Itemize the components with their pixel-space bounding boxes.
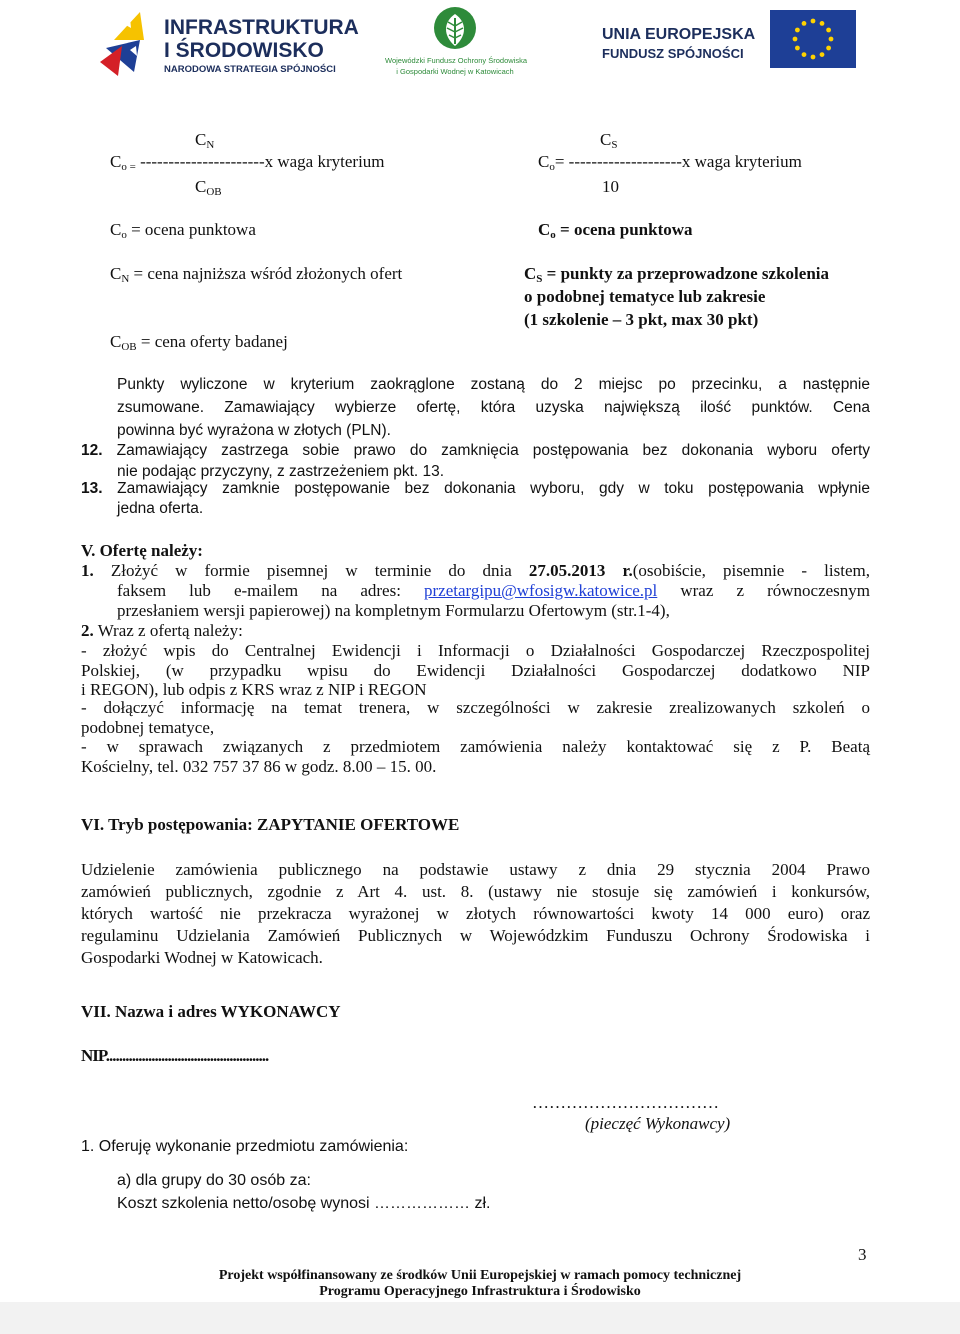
left-def-co: $C_o$ = ocena punktowa xyxy=(110,220,256,241)
group-line: a) dla grupy do 30 osób za: xyxy=(117,1172,311,1189)
section-5-p2-title: 2. Wraz z ofertą należy: xyxy=(81,621,243,640)
logo-mid-line-2: i Gospodarki Wodnej w Katowicach xyxy=(396,67,514,76)
section-5-title: V. Ofertę należy: xyxy=(81,541,203,560)
left-def-cob: $C_{OB}$ = cena oferty badanej xyxy=(110,332,288,353)
section-5-p2-line-4: - dołączyć informację na temat trenera, w szczególności w zakresie zrealizowanych szkoleń o xyxy=(81,698,870,717)
section-5-p2-line-3: i REGON), lub odpis z KRS wraz z NIP i REGON xyxy=(81,680,427,699)
section-6-line-2: zamówień publicznych, zgodnie z Art 4. ust. 8. (ustawy nie stosuje się zamówień i konkursów, xyxy=(81,882,870,901)
stamp-dots: …………………………… xyxy=(532,1093,719,1112)
right-numerator: $C_S$ xyxy=(600,130,618,151)
item-12-line-1: 12. Zamawiający zastrzega sobie prawo do zamknięcia postępowania bez dokonania wyboru oferty xyxy=(81,442,870,459)
right-formula-line: $C_o= --------------------x$ waga kryterium xyxy=(538,152,802,173)
left-formula-line: $C_{o =}$ ----------------------x waga kryterium xyxy=(110,152,385,173)
section-5-p2-line-1: - złożyć wpis do Centralnej Ewidencji i Informacji o Działalności Gospodarczej Rzeczpospolitej xyxy=(81,641,870,660)
item-13-line-2: jedna oferta. xyxy=(117,500,204,517)
logo-line-1: INFRASTRUKTURA xyxy=(164,16,359,39)
left-denominator: $C_{OB}$ xyxy=(195,177,222,198)
eu-line-1: UNIA EUROPEJSKA xyxy=(602,26,756,43)
right-def-cs-line3: (1 szkolenie – 3 pkt, max 30 pkt) xyxy=(524,310,759,329)
email-link[interactable]: przetargipu@wfosigw.katowice.pl xyxy=(424,581,658,600)
right-def-cs: $C_S$ = punkty za przeprowadzone szkolenia xyxy=(524,264,829,285)
left-def-cn: $C_N$ = cena najniższa wśród złożonych ofert xyxy=(110,264,403,285)
logo-mid-line-1: Wojewódzki Fundusz Ochrony Środowiska xyxy=(385,56,528,65)
section-6-line-4: regulaminu Udzielania Zamówień Publicznych w Wojewódzkim Funduszu Ochrony Środowiska i xyxy=(81,926,870,945)
section-6-title: VI. Tryb postępowania: ZAPYTANIE OFERTOWE xyxy=(81,815,460,834)
section-6-line-1: Udzielenie zamówienia publicznego na podstawie ustawy z dnia 29 stycznia 2004 Prawo xyxy=(81,860,870,879)
stamp-label: (pieczęć Wykonawcy) xyxy=(585,1114,731,1133)
section-5-p1-line-1: 1. Złożyć w formie pisemnej w terminie do dnia 27.05.2013 r.(osobiście, pisemnie - listem, xyxy=(81,561,870,580)
logo-line-3: NARODOWA STRATEGIA SPÓJNOŚCI xyxy=(164,64,336,75)
section-7-title: VII. Nazwa i adres WYKONAWCY xyxy=(81,1002,341,1021)
item-12-line-2: nie podając przyczyny, z zastrzeżeniem pkt. 13. xyxy=(117,463,445,480)
rounding-line-2: zsumowane. Zamawiający wybierze ofertę, która uzyska największą ilość punktów. Cena xyxy=(117,399,870,416)
section-5-p2-line-5: podobnej tematyce, xyxy=(81,718,215,737)
right-def-co: $C_o$ = ocena punktowa xyxy=(538,220,693,241)
nss-flag-icon xyxy=(100,10,160,76)
section-5-p2-line-7: Kościelny, tel. 032 757 37 86 w godz. 8.00 – 15. 00. xyxy=(81,757,437,776)
section-5-p1-line-3: przesłaniem wersji papierowej) na kompletnym Formularzu Ofertowym (str.1-4), xyxy=(117,601,670,620)
logo-line-2: I ŚRODOWISKO xyxy=(164,39,324,62)
section-6-line-5: Gospodarki Wodnej w Katowicach. xyxy=(81,948,323,967)
eu-logo xyxy=(598,10,858,68)
infrastruktura-logo xyxy=(100,10,359,76)
footer-line-2: Programu Operacyjnego Infrastruktura i Środowisko xyxy=(319,1284,641,1299)
left-numerator: $C_N$ xyxy=(195,130,215,151)
offer-line: 1. Oferuję wykonanie przedmiotu zamówienia: xyxy=(81,1138,409,1155)
footer-line-1: Projekt współfinansowany ze środków Unii Europejskiej w ramach pomocy technicznej xyxy=(218,1268,742,1283)
right-denominator: 10 xyxy=(602,177,619,196)
right-def-cs-line2: o podobnej tematyce lub zakresie xyxy=(524,287,766,306)
nip-field: NIP.................................................. xyxy=(81,1046,269,1065)
wfosigw-logo xyxy=(385,6,528,82)
eu-line-2: FUNDUSZ SPÓJNOŚCI xyxy=(602,46,744,61)
page-number: 3 xyxy=(858,1245,867,1264)
cost-line: Koszt szkolenia netto/osobę wynosi ……………… zł. xyxy=(117,1195,491,1212)
footer-band xyxy=(0,1302,960,1334)
section-5-p2-line-2: Polskiej, (w przypadku wpisu do Ewidencji Działalności Gospodarczej dodatkowo NIP xyxy=(81,661,870,680)
leaf-emblem-icon xyxy=(425,6,485,52)
rounding-line-3: powinna być wyrażona w złotych (PLN). xyxy=(117,422,391,439)
rounding-line-1: Punkty wyliczone w kryterium zaokrąglone zostaną do 2 miejsc po przecinku, a następnie xyxy=(117,376,870,393)
section-5-p1-line-2: faksem lub e-mailem na adres: przetargipu@wfosigw.katowice.pl wraz z równoczesnym xyxy=(117,581,870,600)
section-6-line-3: których wartość nie przekracza wyrażonej w złotych równowartości kwoty 14 000 euro) oraz xyxy=(81,904,870,923)
eu-flag-icon xyxy=(770,10,856,68)
section-5-p2-line-6: - w sprawach związanych z przedmiotem zamówienia należy kontaktować się z P. Beatą xyxy=(81,737,870,756)
item-13-line-1: 13. Zamawiający zamknie postępowanie bez dokonania wyboru, gdy w toku postępowania wpłynie xyxy=(81,480,870,497)
